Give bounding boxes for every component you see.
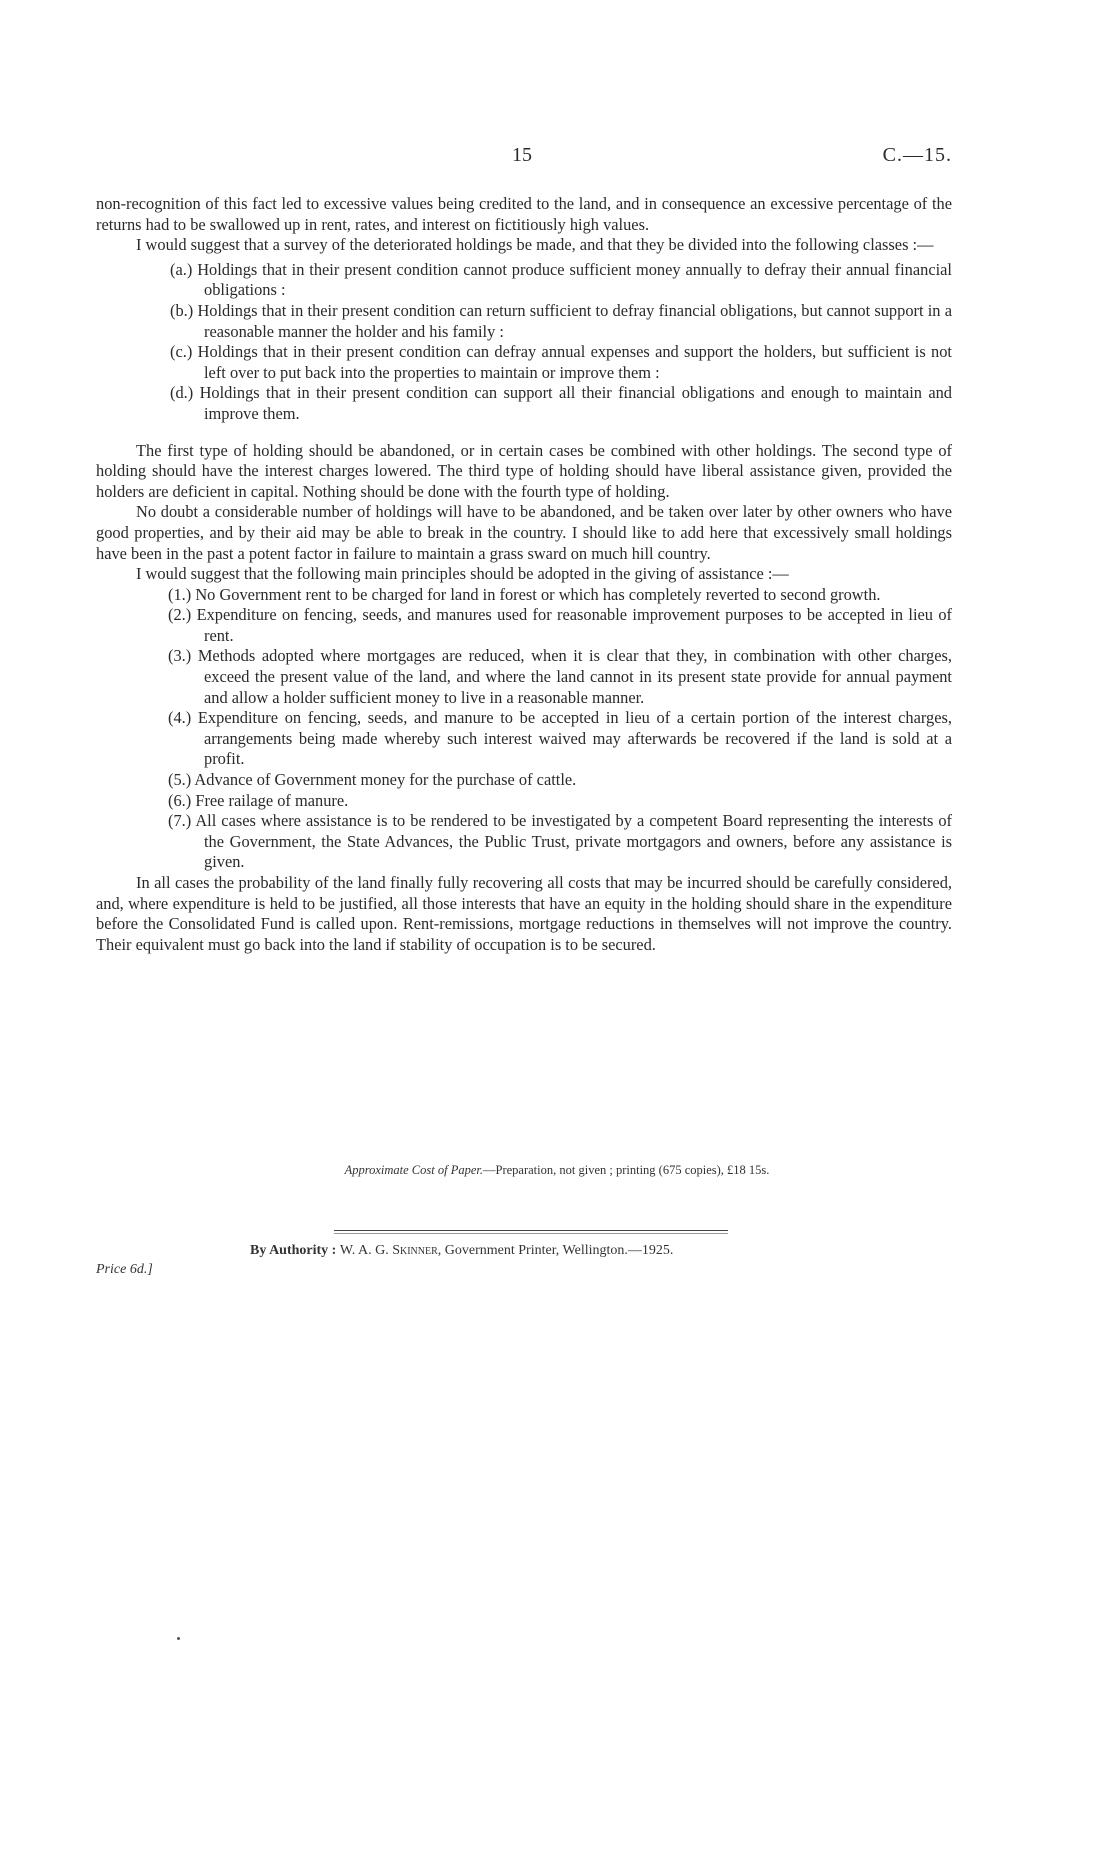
- list-item: [96, 770, 952, 791]
- document-reference: C.—15.: [882, 144, 952, 166]
- paragraph-continued: non-recognition of this fact led to excessive values being credited to the land, and in consequence an excessive percentage of the returns had to be swallowed up in rent, rates, and interest on fictitiously high values.: [96, 194, 952, 234]
- list-item-text: Holdings that in their present condition cannot produce sufficient money annually to defray their annual financial obligations :: [197, 259, 952, 300]
- list-marker: (1.): [168, 584, 192, 604]
- list-item-text: Holdings that in their present condition can support all their financial obligations and enough to maintain and improve them.: [199, 383, 952, 423]
- list-marker: (7.): [168, 811, 192, 831]
- authority-label: By Authority :: [250, 1243, 337, 1258]
- list-item: [96, 260, 952, 301]
- printer-name: W. A. G. Skinner,: [339, 1243, 442, 1258]
- principles-list: [96, 585, 952, 873]
- list-item: [96, 342, 952, 383]
- stray-mark: [177, 1637, 180, 1640]
- page-header: [0, 144, 1114, 168]
- list-marker: (5.): [168, 770, 192, 790]
- list-item: [96, 301, 952, 342]
- list-item: [96, 646, 952, 708]
- printer-details: Government Printer, Wellington.—1925.: [444, 1243, 674, 1258]
- cost-text: —Preparation, not given ; printing (675 copies), £18 15s.: [483, 1163, 770, 1177]
- holding-classes-list: [96, 260, 952, 425]
- list-item-text: Expenditure on fencing, seeds, and manures used for reasonable improvement purposes to be accepted in lieu of rent.: [196, 605, 952, 645]
- list-item-text: Expenditure on fencing, seeds, and manure to be accepted in lieu of a certain portion of the interest charges, arrangements being made whereby such interest waived may afterwards be recovered if the land is sold at a profit.: [197, 708, 952, 769]
- printer-authority-line: [250, 1243, 673, 1259]
- list-item: [96, 708, 952, 770]
- list-item: [96, 383, 952, 424]
- paragraph-conclusion: In all cases the probability of the land finally fully recovering all costs that may be incurred should be carefully considered, and, where expenditure is held to be justified, all those interests that have an equity in the holding should share in the expenditure before the Consolidated Fund is called upon. Rent-remissions, mortgage reductions in themselves will not improve the country. Their equivalent must go back into the land if stability of occupation is to be secured.: [96, 873, 952, 954]
- cost-of-paper-line: [0, 1163, 1114, 1178]
- list-marker: (6.): [168, 790, 192, 810]
- paragraph-holding-types: The first type of holding should be abandoned, or in certain cases be combined with other holdings. The second type of holding should have the interest charges lowered. The third type of holding should have liberal assistance given, provided the holders are deficient in capital. Nothing should be done with the fourth type of holding.: [96, 440, 952, 501]
- list-marker: (b.): [170, 300, 194, 320]
- list-item: [96, 605, 952, 646]
- paragraph-principles-intro: I would suggest that the following main principles should be adopted in the giving of assistance :—: [136, 564, 789, 584]
- cost-label: Approximate Cost of Paper.: [344, 1163, 483, 1177]
- page-number: 15: [512, 144, 532, 166]
- list-item-text: All cases where assistance is to be rendered to be investigated by a competent Board representing the interests of the Government, the State Advances, the Public Trust, private mortgagors and owners, before any assistance is given.: [195, 811, 952, 872]
- list-item-text: Holdings that in their present condition can return sufficient to defray financial obligations, but cannot support in a reasonable manner the holder and his family :: [197, 300, 952, 341]
- list-item-text: Methods adopted where mortgages are reduced, when it is clear that they, in combination with other charges, exceed the present value of the land, and where the land cannot in its present state provide for annual payment and allow a holder sufficient money to live in a reasonable manner.: [197, 646, 952, 707]
- list-marker: (4.): [168, 708, 192, 728]
- list-item-text: Holdings that in their present condition can defray annual expenses and support the holders, but sufficient is not left over to put back into the properties to maintain or improve them :: [197, 342, 952, 382]
- list-marker: (d.): [170, 383, 194, 403]
- list-item: [96, 811, 952, 873]
- divider-rule: [334, 1230, 728, 1231]
- list-item: [96, 791, 952, 812]
- list-item-text: Advance of Government money for the purchase of cattle.: [194, 770, 577, 790]
- list-marker: (c.): [170, 342, 193, 362]
- paragraph-abandoned-holdings: No doubt a considerable number of holdings will have to be abandoned, and be taken over later by other owners who have good properties, and by their aid may be able to break in the country. I should like to add here that excessively small holdings have been in the past a potent factor in failure to maintain a grass sward on much hill country.: [96, 502, 952, 563]
- list-marker: (2.): [168, 605, 192, 625]
- list-item-text: No Government rent to be charged for land in forest or which has completely reverted to second growth.: [195, 584, 881, 604]
- list-item-text: Free railage of manure.: [195, 790, 349, 810]
- list-item: [96, 585, 952, 606]
- paragraph-survey-suggestion: I would suggest that a survey of the deteriorated holdings be made, and that they be divided into the following classes :—: [136, 235, 934, 255]
- list-marker: (a.): [170, 259, 193, 279]
- divider-rule-secondary: [334, 1233, 728, 1234]
- body-text: [96, 194, 952, 955]
- price-label: Price 6d.]: [96, 1262, 153, 1277]
- list-marker: (3.): [168, 646, 192, 666]
